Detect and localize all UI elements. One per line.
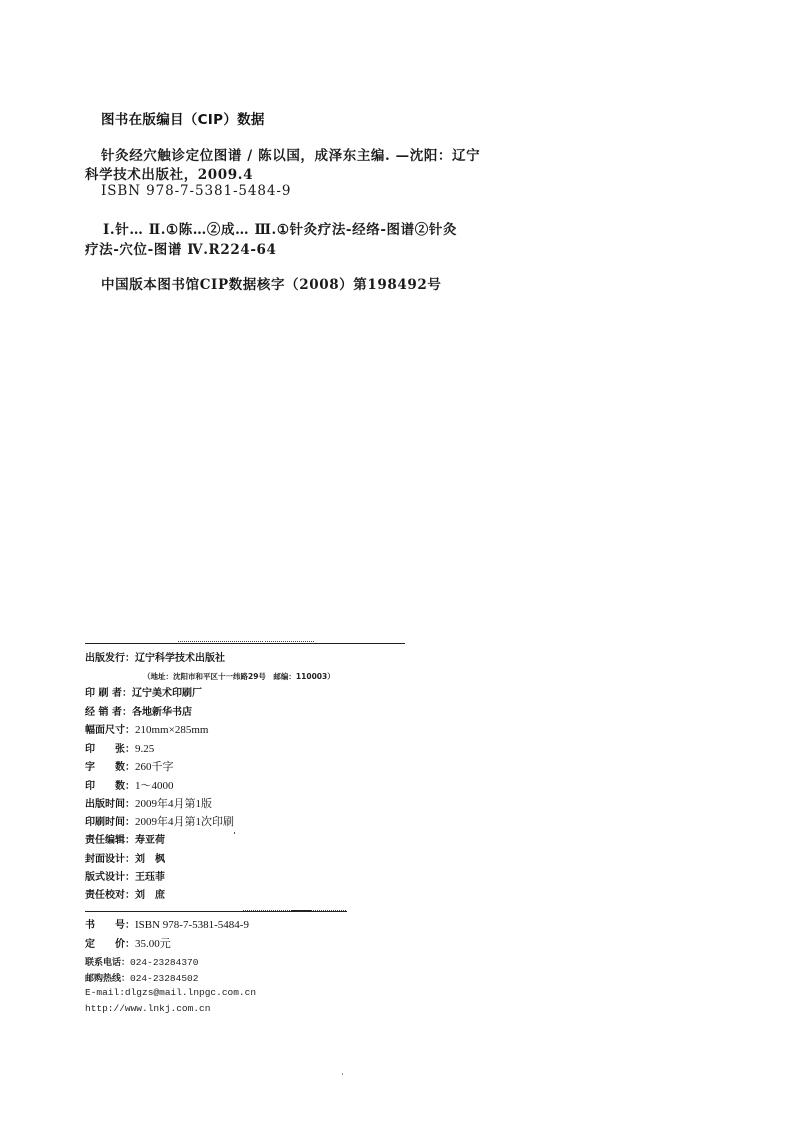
layout-design-row (85, 870, 165, 885)
proofreader-label: 责任校对： (85, 890, 135, 901)
print-date-label: 印刷时间： (85, 817, 135, 828)
print-run-row (85, 779, 174, 794)
rule-dotted-segment (265, 641, 315, 642)
distributor-label: 经 销 者： (85, 707, 132, 718)
publish-date-label: 出版时间： (85, 799, 135, 810)
cip-number: 中国版本图书馆CIP数据核字（2008）第198492号 (101, 277, 442, 293)
word-count-value: 260千字 (135, 761, 174, 773)
editor-label: 责任编辑： (85, 835, 135, 846)
rule-dotted-segment (311, 910, 347, 911)
print-date-value: 2009年4月第1次印刷 (135, 816, 234, 828)
print-run-label: 印 数： (85, 781, 135, 792)
book-number-value: ISBN 978-7-5381-5484-9 (135, 919, 249, 931)
phone-value: 024-23284370 (130, 957, 199, 968)
book-number-row (85, 918, 249, 933)
price-row (85, 937, 171, 952)
print-run-value: 1～4000 (135, 780, 174, 792)
website-row (85, 1003, 210, 1014)
distributor-row (85, 705, 192, 720)
layout-design-label: 版式设计： (85, 872, 135, 883)
word-count-row (85, 760, 174, 775)
mail-order-label: 邮购热线： (85, 974, 131, 984)
cover-design-row (85, 852, 165, 867)
email-link[interactable]: E-mail:dlgzs@mail.lnpgc.com.cn (85, 987, 257, 998)
publisher-address: （地址：沈阳市和平区十一纬路29号 邮编：110003） (143, 672, 335, 681)
format-label: 幅面尺寸： (85, 725, 135, 736)
colophon-top-rule (85, 643, 405, 644)
book-number-label: 书 号： (85, 920, 135, 931)
sheets-value: 9.25 (135, 743, 155, 755)
website-link[interactable]: http://www.lnkj.com.cn (85, 1003, 211, 1014)
cip-subject-line-2: 疗法-穴位-图谱 Ⅳ.R224-64 (85, 242, 277, 258)
printer-row (85, 686, 202, 701)
publisher-value: 辽宁科学技术出版社 (135, 653, 225, 664)
sheets-label: 印 张： (85, 744, 135, 755)
price-value: 35.00元 (135, 938, 171, 950)
mail-order-value: 024-23284502 (130, 973, 199, 984)
publisher-row (85, 651, 225, 666)
cip-heading: 图书在版编目（CIP）数据 (101, 112, 265, 128)
sheets-row (85, 742, 154, 757)
cip-entry-line-1: 针灸经穴触诊定位图谱 / 陈以国，成泽东主编. —沈阳：辽宁 (101, 148, 481, 164)
rule-dotted-segment (243, 910, 291, 911)
editor-value: 寿亚荷 (135, 835, 165, 846)
print-date-row (85, 815, 234, 830)
cip-isbn: ISBN 978-7-5381-5484-9 (101, 183, 292, 199)
cip-subject-line-1: Ⅰ.针… Ⅱ.①陈…②成… Ⅲ.①针灸疗法-经络-图谱②针灸 (103, 222, 458, 238)
printer-value: 辽宁美术印刷厂 (131, 688, 202, 699)
phone-row (85, 955, 198, 968)
format-row (85, 723, 208, 738)
rule-dotted-segment (178, 641, 263, 642)
word-count-label: 字 数： (85, 762, 135, 773)
mail-order-row (85, 971, 198, 984)
editor-row (85, 833, 165, 848)
scan-speck (234, 832, 235, 834)
price-label: 定 价： (85, 939, 135, 950)
format-value: 210mm×285mm (135, 724, 209, 736)
proofreader-row (85, 888, 165, 903)
cover-design-label: 封面设计： (85, 854, 135, 865)
printer-label: 印 刷 者： (85, 688, 132, 699)
scan-speck (342, 1073, 343, 1075)
publish-date-row (85, 797, 212, 812)
cip-entry-line-2: 科学技术出版社，2009.4 (85, 167, 254, 183)
cover-design-value: 刘 枫 (135, 854, 165, 865)
distributor-value: 各地新华书店 (131, 707, 192, 718)
rule-thick-segment (291, 910, 311, 912)
publish-date-value: 2009年4月第1版 (135, 798, 212, 810)
phone-label: 联系电话： (85, 958, 131, 968)
publisher-label: 出版发行： (85, 653, 135, 664)
layout-design-value: 王珏菲 (135, 872, 165, 883)
proofreader-value: 刘 庶 (135, 890, 165, 901)
email-row (85, 987, 256, 998)
